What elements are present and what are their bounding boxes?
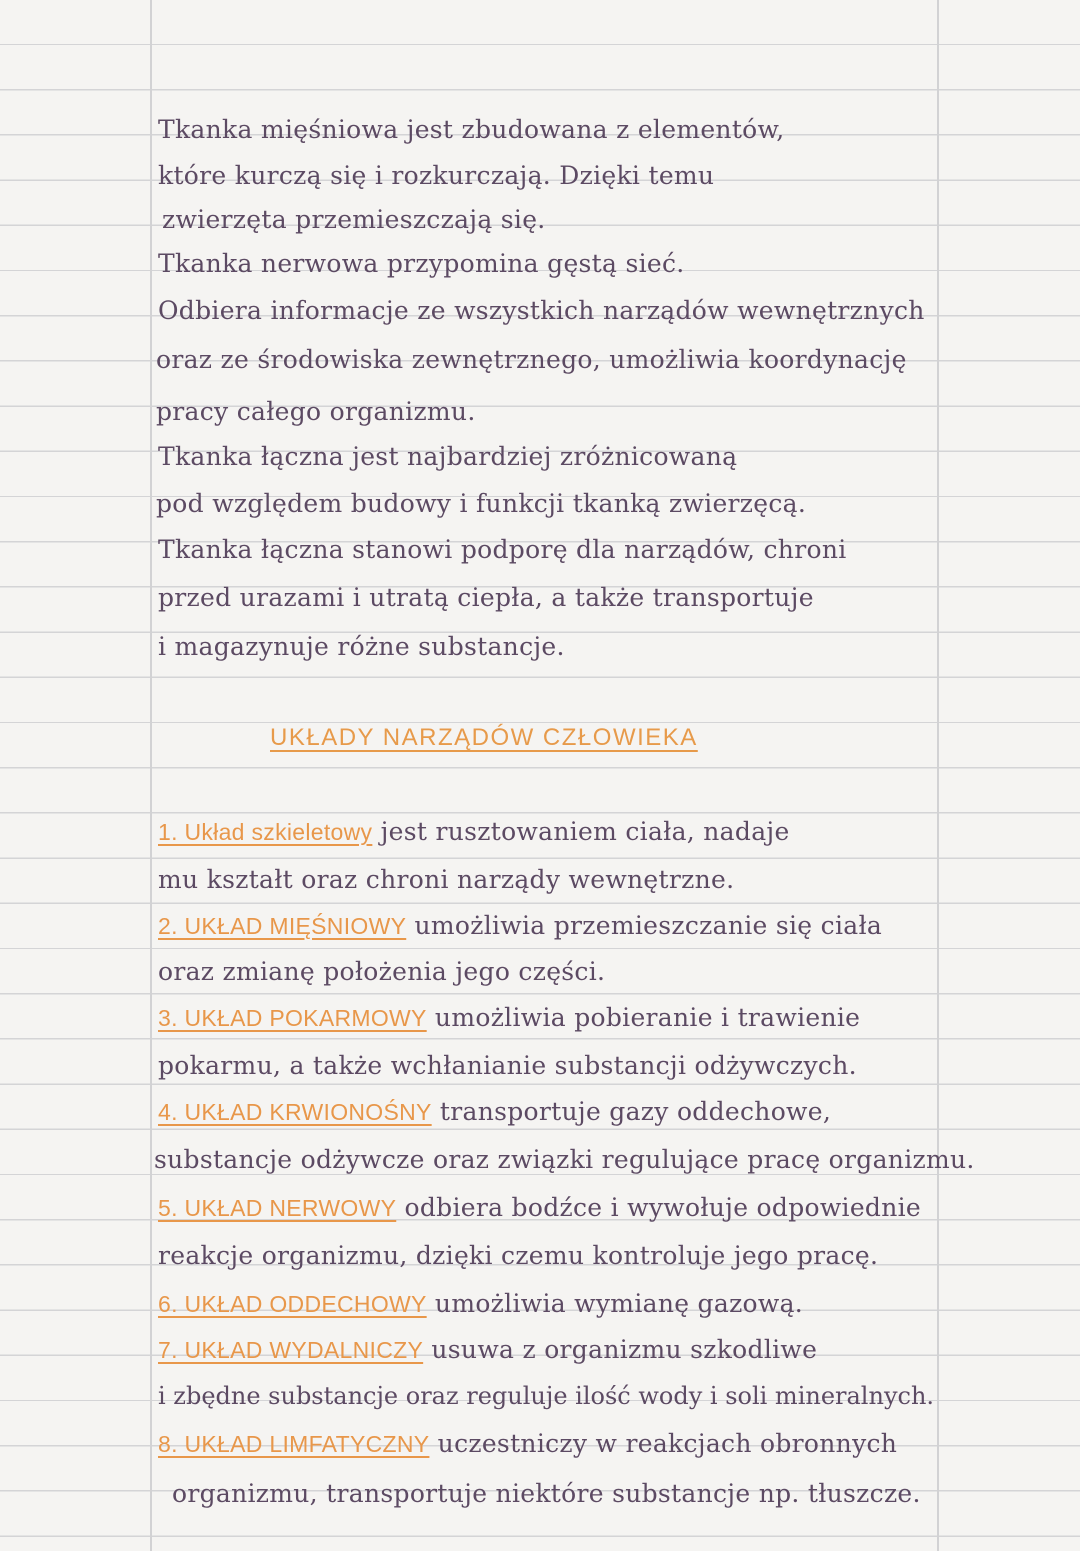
system-item-continuation: mu kształt oraz chroni narządy wewnętrzne. (158, 865, 735, 894)
intro-line: Odbiera informacje ze wszystkich narządów wewnętrznych (158, 296, 925, 325)
system-term: 4. UKŁAD KRWIONOŚNY (158, 1099, 432, 1125)
system-item (158, 1188, 1074, 1228)
system-term: 3. UKŁAD POKARMOWY (158, 1005, 427, 1031)
system-item (158, 812, 1074, 852)
system-desc: uczestniczy w reakcjach obronnych (429, 1429, 898, 1458)
system-desc: transportuje gazy oddechowe, (431, 1097, 832, 1126)
system-desc: umożliwia wymianę gazową. (426, 1289, 804, 1318)
intro-line: pod względem budowy i funkcji tkanką zwierzęcą. (156, 489, 807, 518)
system-item-continuation: pokarmu, a także wchłanianie substancji odżywczych. (158, 1051, 857, 1080)
intro-line: Tkanka łączna jest najbardziej zróżnicowaną (158, 442, 738, 471)
system-item-continuation: i zbędne substancje oraz reguluje ilość wody i soli mineralnych. (158, 1382, 935, 1410)
system-desc: jest rusztowaniem ciała, nadaje (372, 817, 790, 846)
system-desc: umożliwia przemieszczanie się ciała (406, 911, 883, 940)
intro-line: przed urazami i utratą ciepła, a także transportuje (158, 583, 814, 612)
system-term: 6. UKŁAD ODDECHOWY (158, 1291, 427, 1317)
system-desc: umożliwia pobieranie i trawienie (426, 1003, 861, 1032)
intro-line: zwierzęta przemieszczają się. (162, 205, 546, 234)
system-item (158, 1092, 1074, 1132)
intro-line: które kurczą się i rozkurczają. Dzięki temu (158, 161, 715, 190)
system-item-continuation: substancje odżywcze oraz związki regulujące pracę organizmu. (154, 1145, 975, 1174)
system-item (158, 998, 1074, 1038)
system-item (158, 1424, 1074, 1464)
system-item (158, 1330, 1074, 1370)
system-term: 2. UKŁAD MIĘŚNIOWY (158, 913, 407, 939)
intro-line: i magazynuje różne substancje. (158, 632, 565, 661)
system-term: 5. UKŁAD NERWOWY (158, 1195, 397, 1221)
intro-line: pracy całego organizmu. (156, 397, 476, 426)
system-item (158, 1284, 1074, 1324)
system-term: 7. UKŁAD WYDALNICZY (158, 1337, 424, 1363)
section-heading: UKŁADY NARZĄDÓW CZŁOWIEKA (270, 724, 698, 751)
intro-line: oraz ze środowiska zewnętrznego, umożliwia koordynację (156, 345, 907, 374)
intro-line: Tkanka mięśniowa jest zbudowana z elementów, (158, 115, 785, 144)
system-term: 1. Układ szkieletowy (158, 819, 373, 845)
system-item-continuation: reakcje organizmu, dzięki czemu kontroluje jego pracę. (158, 1241, 879, 1270)
system-desc: usuwa z organizmu szkodliwe (423, 1335, 818, 1364)
intro-line: Tkanka nerwowa przypomina gęstą sieć. (158, 249, 685, 278)
system-desc: odbiera bodźce i wywołuje odpowiednie (396, 1193, 922, 1222)
system-item-continuation: organizmu, transportuje niektóre substancje np. tłuszcze. (172, 1479, 921, 1508)
system-item (158, 906, 1074, 946)
left-margin-line (150, 0, 152, 1551)
intro-line: Tkanka łączna stanowi podporę dla narządów, chroni (158, 535, 847, 564)
system-item-continuation: oraz zmianę położenia jego części. (158, 957, 606, 986)
system-term: 8. UKŁAD LIMFATYCZNY (158, 1431, 430, 1457)
